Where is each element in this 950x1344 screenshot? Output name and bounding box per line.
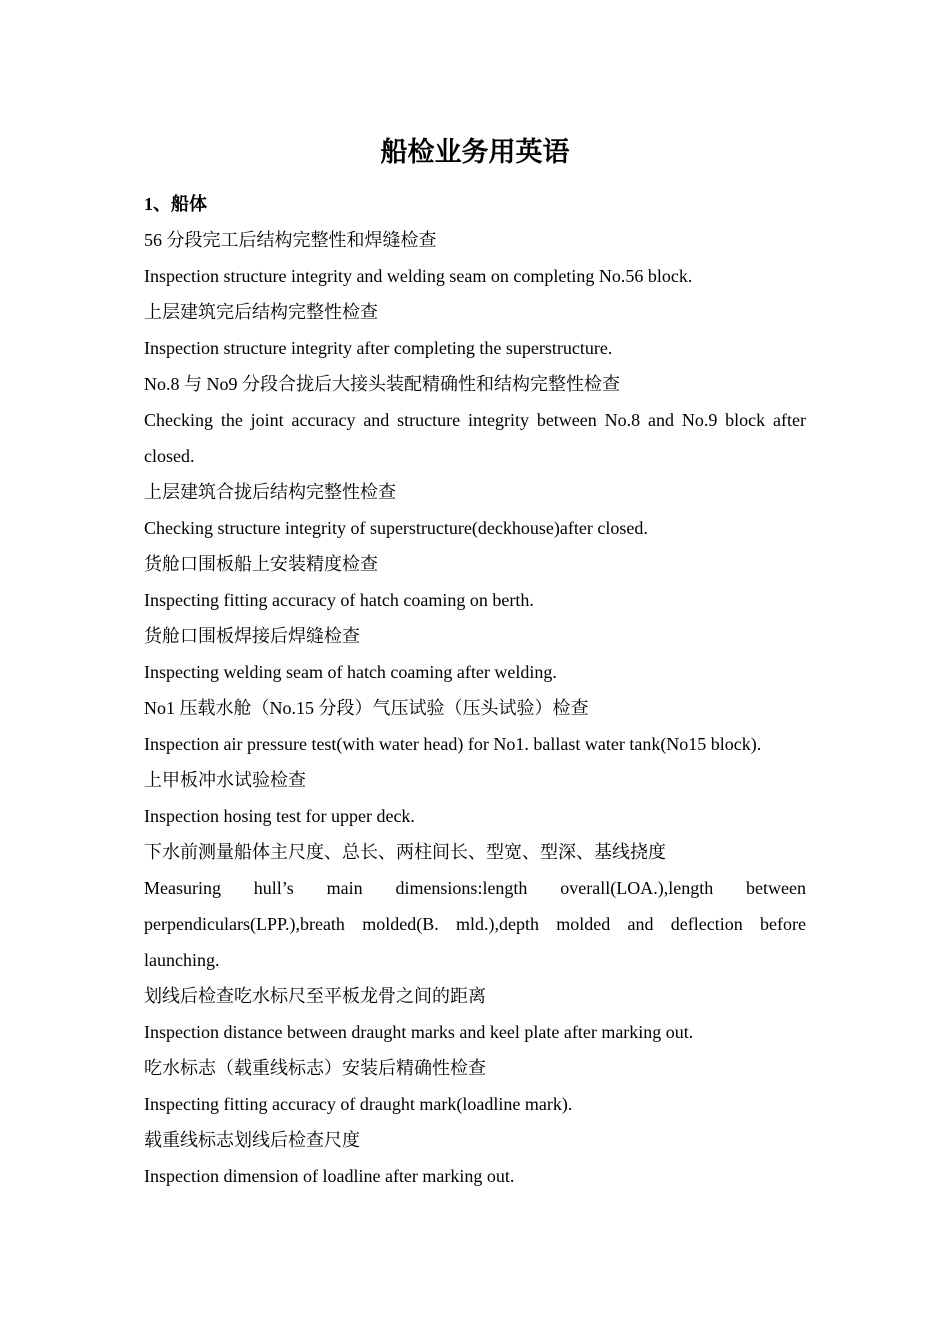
document-title: 船检业务用英语 [380,137,570,167]
document-body [144,186,806,1194]
entry-english: Measuring hull’s main dimensions:length overall(LOA.),length between perpendiculars(LPP.),breath molded(B. mld.),depth molded and deflection before launching. [144,878,806,970]
entry-english: Inspecting welding seam of hatch coaming after welding. [144,662,557,682]
entry-chinese: 上甲板冲水试验检查 [144,770,306,790]
entry-chinese: 货舱口围板船上安装精度检查 [144,554,378,574]
entry-chinese: 划线后检查吃水标尺至平板龙骨之间的距离 [144,986,486,1006]
entry-chinese: No.8 与 No9 分段合拢后大接头装配精确性和结构完整性检查 [144,374,620,394]
entry-english: Inspection dimension of loadline after marking out. [144,1166,515,1186]
entry-chinese: No1 压载水舱（No.15 分段）气压试验（压头试验）检查 [144,698,589,718]
entry-english: Inspecting fitting accuracy of hatch coaming on berth. [144,590,534,610]
entry-chinese: 上层建筑完后结构完整性检查 [144,302,378,322]
entry-english: Checking the joint accuracy and structure integrity between No.8 and No.9 block after closed. [144,410,806,466]
entry-english: Inspection distance between draught marks and keel plate after marking out. [144,1022,694,1042]
section-heading: 1、船体 [144,194,207,214]
entry-chinese: 吃水标志（载重线标志）安装后精确性检查 [144,1058,486,1078]
entry-english: Inspection hosing test for upper deck. [144,806,415,826]
entry-chinese: 上层建筑合拢后结构完整性检查 [144,482,396,502]
entry-chinese: 载重线标志划线后检查尺度 [144,1130,360,1150]
entry-english: Inspection air pressure test(with water head) for No1. ballast water tank(No15 block). [144,734,762,754]
entry-english: Inspection structure integrity and welding seam on completing No.56 block. [144,266,693,286]
entry-chinese: 下水前测量船体主尺度、总长、两柱间长、型宽、型深、基线挠度 [144,842,666,862]
entry-chinese: 货舱口围板焊接后焊缝检查 [144,626,360,646]
entry-chinese: 56 分段完工后结构完整性和焊缝检查 [144,230,437,250]
entry-english: Inspecting fitting accuracy of draught mark(loadline mark). [144,1094,573,1114]
entry-english: Checking structure integrity of superstructure(deckhouse)after closed. [144,518,648,538]
entry-english: Inspection structure integrity after completing the superstructure. [144,338,613,358]
